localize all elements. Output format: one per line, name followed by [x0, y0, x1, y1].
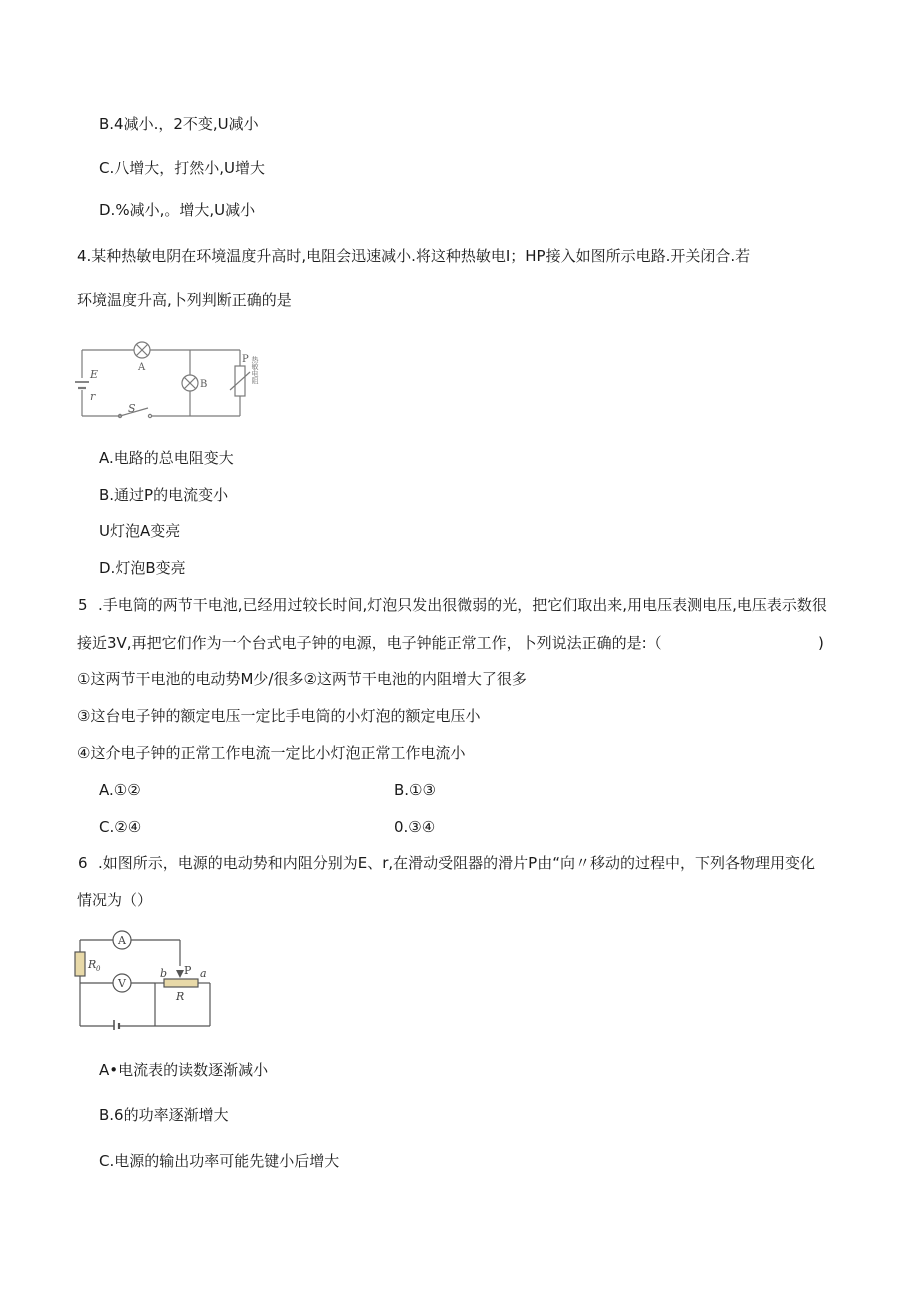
q6-label-r0: R	[88, 958, 97, 971]
q4-option-c: U灯泡A变亮	[99, 522, 181, 540]
q4-label-p: P	[242, 354, 249, 365]
q4-label-b: B	[200, 379, 208, 390]
q5-statement-4: ④这介电子钟的正常工作电流一定比小灯泡正常工作电流小	[77, 744, 466, 762]
q6-number: 6	[78, 854, 88, 872]
q6-label-r0-subscript: 0	[96, 965, 101, 973]
q3-option-c: C.八增大，打然小,U增大	[99, 159, 265, 177]
q6-option-c: C.电源的输出功率可能先键小后增大	[99, 1152, 340, 1170]
q5-option-b: B.①③	[394, 781, 436, 799]
q6-option-a: A•电流表的读数逐渐减小	[99, 1061, 269, 1079]
q4-label-a: A	[138, 362, 146, 373]
q6-circuit-figure	[72, 930, 217, 1030]
q6-label-voltmeter: V	[118, 977, 126, 990]
q4-label-thermistor: 热敏电阻	[251, 356, 259, 384]
q5-option-d: 0.③④	[394, 818, 436, 836]
q3-option-b: B.4减小.，2不变,U减小	[99, 115, 259, 133]
q5-option-a: A.①②	[99, 781, 141, 799]
q5-statement-3: ③这台电子钟的额定电压一定比手电筒的小灯泡的额定电压小	[77, 707, 481, 725]
q4-option-d: D.灯泡B变亮	[99, 559, 186, 577]
q6-label-p: P	[184, 964, 192, 977]
q5-stem-line2: 接近3V,再把它们作为一个台式电子钟的电源，电子钟能正常工作，卜列说法正确的是:（	[77, 634, 662, 652]
q6-label-ammeter: A	[118, 934, 126, 947]
q5-stem-line1: .手电筒的两节干电池,已经用过较长时间,灯泡只发出很微弱的光，把它们取出来,用电压表测电压,电压表示数很	[98, 596, 827, 614]
q4-stem-line1: 4.某种热敏电阴在环境温度升高时,电阻会迅速减小.将这种热敏电I；HP接入如图所示电路.开关闭合.若	[77, 247, 751, 265]
q4-label-s: S	[128, 402, 136, 415]
q5-close-paren: )	[818, 634, 824, 652]
q6-label-r: R	[176, 990, 185, 1003]
q4-stem-line2: 环境温度升高,卜列判断正确的是	[77, 291, 292, 309]
q6-option-b: B.6的功率逐渐增大	[99, 1106, 229, 1124]
q4-label-r: r	[90, 390, 96, 403]
q5-statement-1-2: ①这两节干电池的电动势M少/很多②这两节干电池的内阻增大了很多	[77, 670, 527, 688]
q4-circuit-figure	[72, 338, 272, 428]
q5-number: 5	[78, 596, 88, 614]
q6-label-a: a	[200, 967, 207, 980]
q4-option-a: A.电路的总电阻变大	[99, 449, 234, 467]
q6-stem-line2: 情况为（）	[77, 891, 153, 909]
q6-label-b: b	[160, 967, 168, 980]
q6-stem-line1: .如图所示，电源的电动势和内阻分别为E、r,在滑动受阻器的滑片P由“向〃移动的过程中，下列各物理用变化	[98, 854, 816, 872]
q4-label-e: E	[90, 368, 99, 381]
q5-option-c: C.②④	[99, 818, 142, 836]
q4-option-b: B.通过P的电流变小	[99, 486, 229, 504]
q3-option-d: D.%减小,。增大,U减小	[99, 201, 256, 219]
